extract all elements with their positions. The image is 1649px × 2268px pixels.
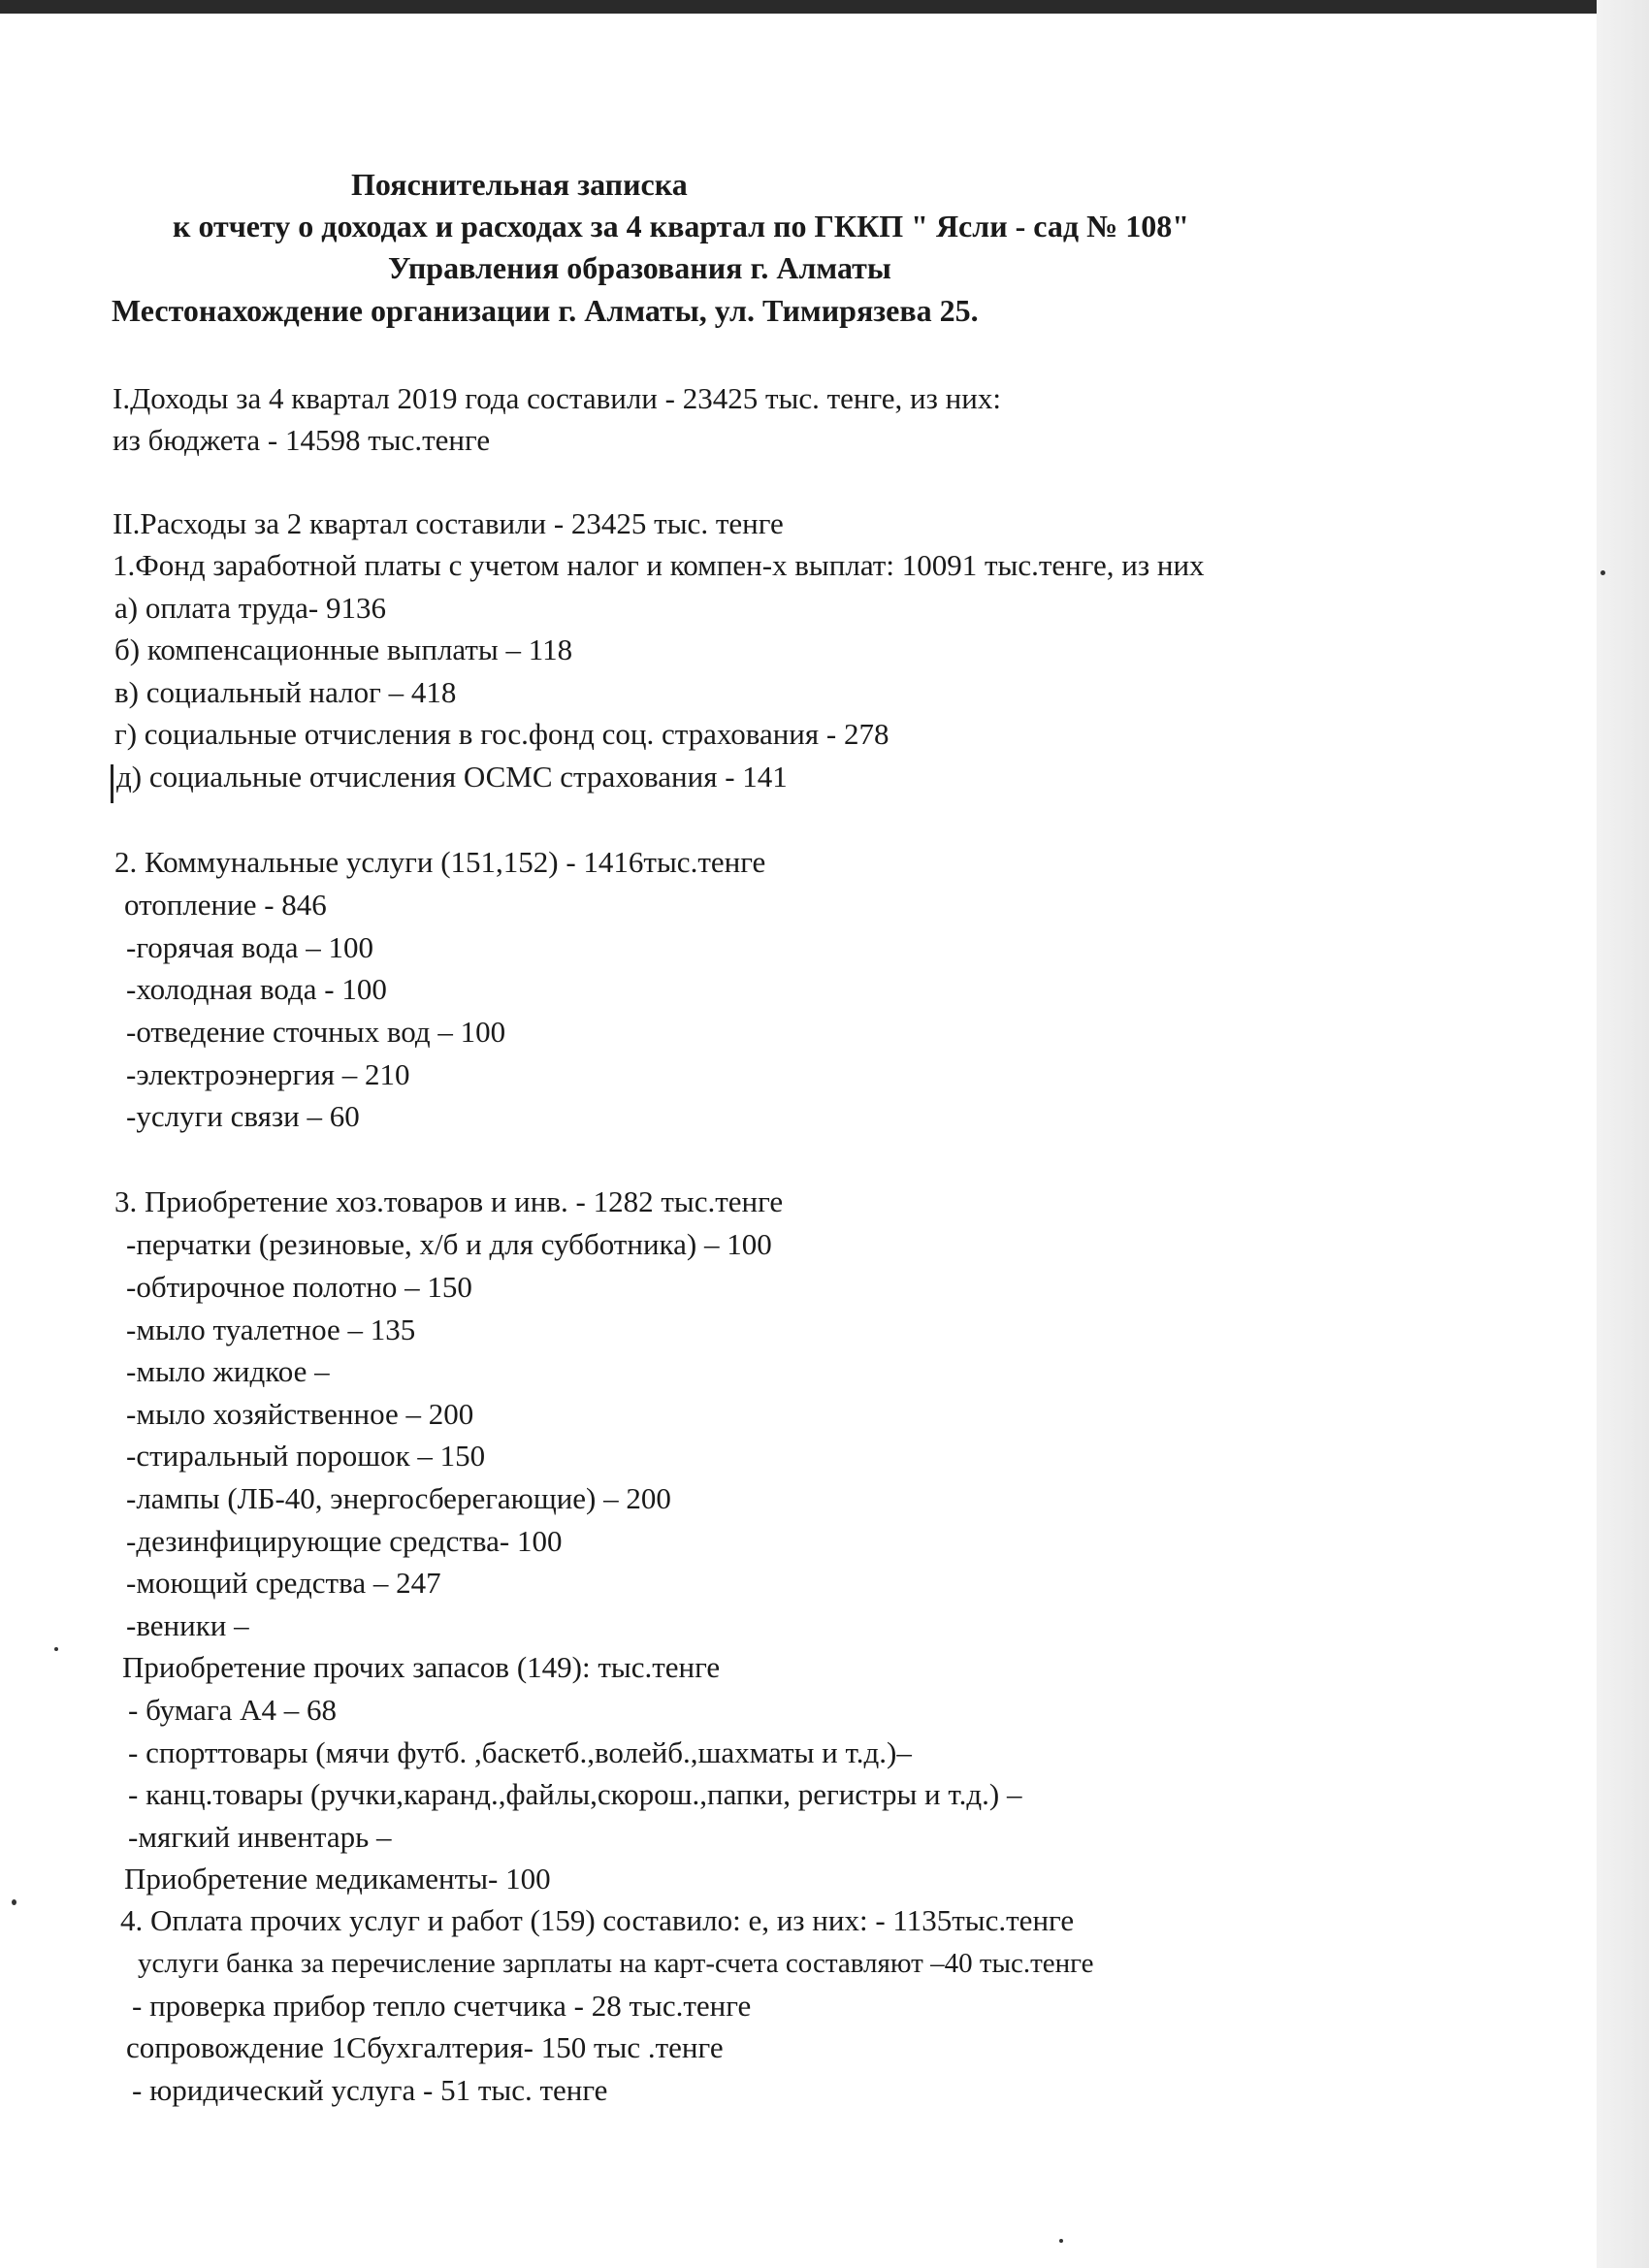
scan-speck xyxy=(12,1899,16,1905)
salary-item: а) оплата труда- 9136 xyxy=(114,591,386,625)
scan-speck xyxy=(54,1647,58,1651)
supplies-item: -лампы (ЛБ-40, энергосберегающие) – 200 xyxy=(126,1481,671,1515)
services-item: услуги банка за перечисление зарплаты на карт-счета составляют –40 тыс.тенге xyxy=(138,1948,1094,1979)
medicine-line: Приобретение медикаменты- 100 xyxy=(124,1862,551,1895)
other-supplies-item: -мягкий инвентарь – xyxy=(128,1820,392,1854)
utilities-heading: 2. Коммунальные услуги (151,152) - 1416тыс.тенге xyxy=(114,845,766,879)
income-budget: из бюджета - 14598 тыс.тенге xyxy=(113,423,491,457)
scan-speck xyxy=(1059,2239,1063,2243)
other-supplies-item: - канц.товары (ручки,каранд.,файлы,скорош.,папки, регистры и т.д.) – xyxy=(128,1777,1022,1811)
supplies-item: -веники – xyxy=(126,1608,249,1642)
scan-speck xyxy=(1600,570,1605,575)
income-total: I.Доходы за 4 квартал 2019 года составили - 23425 тыс. тенге, из них: xyxy=(113,381,1001,415)
other-supplies-heading: Приобретение прочих запасов (149): тыс.тенге xyxy=(122,1650,721,1684)
supplies-item: -дезинфицирующие средства- 100 xyxy=(126,1524,563,1558)
document-subtitle: к отчету о доходах и расходах за 4 квартал по ГККП " Ясли - сад № 108" xyxy=(173,209,1189,243)
scan-border-top xyxy=(0,0,1649,14)
services-heading: 4. Оплата прочих услуг и работ (159) составило: е, из них: - 1135тыс.тенге xyxy=(120,1903,1075,1937)
salary-item: б) компенсационные выплаты – 118 xyxy=(114,632,573,666)
expenses-total: II.Расходы за 2 квартал составили - 23425 тыс. тенге xyxy=(113,506,784,540)
department-line: Управления образования г. Алматы xyxy=(388,250,891,285)
utilities-item: -горячая вода – 100 xyxy=(126,930,373,964)
utilities-item: -отведение сточных вод – 100 xyxy=(126,1015,506,1049)
supplies-item: -мыло туалетное – 135 xyxy=(126,1312,416,1346)
services-item: сопровождение 1Сбухгалтерия- 150 тыс .тенге xyxy=(126,2030,724,2064)
scan-border-right xyxy=(1597,0,1649,2268)
utilities-item: -холодная вода - 100 xyxy=(126,972,387,1006)
services-item: - проверка прибор тепло счетчика - 28 тыс.тенге xyxy=(132,1989,752,2023)
document-title: Пояснительная записка xyxy=(351,167,688,202)
salary-heading: 1.Фонд заработной платы с учетом налог и компен-х выплат: 10091 тыс.тенге, из них xyxy=(113,548,1205,582)
supplies-item: -перчатки (резиновые, х/б и для субботника) – 100 xyxy=(126,1227,772,1261)
salary-item: в) социальный налог – 418 xyxy=(114,675,457,709)
supplies-item: -обтирочное полотно – 150 xyxy=(126,1270,472,1304)
services-item: - юридический услуга - 51 тыс. тенге xyxy=(132,2073,608,2107)
supplies-item: -мыло хозяйственное – 200 xyxy=(126,1397,474,1431)
utilities-item: -электроэнергия – 210 xyxy=(126,1057,410,1091)
supplies-item: -стиральный порошок – 150 xyxy=(126,1439,486,1473)
supplies-item: -мыло жидкое – xyxy=(126,1354,330,1388)
location-line: Местонахождение организации г. Алматы, ул. Тимирязева 25. xyxy=(112,293,979,328)
margin-mark xyxy=(111,764,113,803)
utilities-item: -услуги связи – 60 xyxy=(126,1099,360,1133)
salary-item: д) социальные отчисления ОСМС страхования - 141 xyxy=(116,760,788,794)
other-supplies-item: - бумага А4 – 68 xyxy=(128,1693,338,1727)
supplies-heading: 3. Приобретение хоз.товаров и инв. - 1282 тыс.тенге xyxy=(114,1184,784,1218)
other-supplies-item: - спорттовары (мячи футб. ,баскетб.,волейб.,шахматы и т.д.)– xyxy=(128,1735,912,1769)
supplies-item: -моющий средства – 247 xyxy=(126,1566,441,1600)
salary-item: г) социальные отчисления в гос.фонд соц. страхования - 278 xyxy=(114,717,889,751)
utilities-item: отопление - 846 xyxy=(124,888,327,922)
